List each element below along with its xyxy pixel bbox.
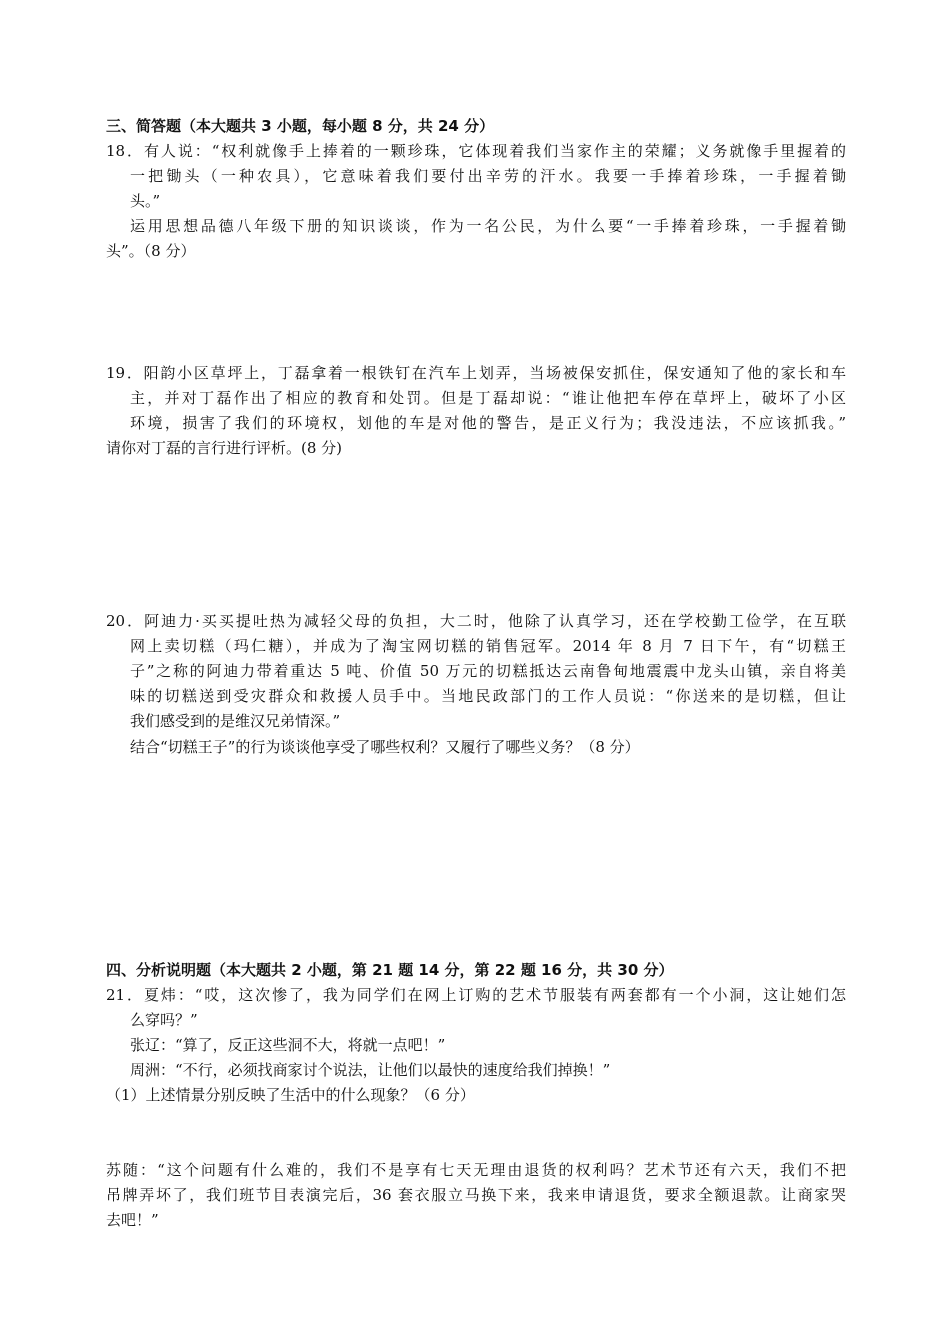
q18-line-4: 运用思想品德八年级下册的知识谈谈，作为一名公民，为什么要“一手捧着珍珠，一手握着锄 (130, 217, 846, 235)
q20-line-2: 网上卖切糕（玛仁糖），并成为了淘宝网切糕的销售冠军。2014 年 8 月 7 日下午，有“切糕王 (130, 637, 846, 655)
q18-line-2: 一把锄头（一种农具），它意味着我们要付出辛劳的汗水。我要一手捧着珍珠，一手握着锄 (130, 167, 846, 185)
q18-line-1: 18．有人说：“权利就像手上捧着的一颗珍珠，它体现着我们当家作主的荣耀；义务就像手里握着的 (106, 142, 846, 160)
q20-line-4: 味的切糕送到受灾群众和救援人员手中。当地民政部门的工作人员说：“你送来的是切糕，但让 (130, 687, 846, 705)
q21-line-1: 21．夏炜：“哎，这次惨了，我为同学们在网上订购的艺术节服装有两套都有一个小洞，这让她们怎 (106, 986, 846, 1004)
q21-line-3: 张辽：“算了，反正这些洞不大，将就一点吧！” (130, 1036, 446, 1054)
q21-subquestion-1: （1）上述情景分别反映了生活中的什么现象？（6 分） (106, 1086, 475, 1104)
q19-line-3: 环境，损害了我们的环境权，划他的车是对他的警告，是正义行为；我没违法，不应该抓我。” (130, 414, 846, 432)
section-3-heading: 三、简答题（本大题共 3 小题，每小题 8 分，共 24 分） (106, 117, 495, 135)
q21-line-2: 么穿吗？” (130, 1011, 198, 1029)
q20-line-6: 结合“切糕王子”的行为谈谈他享受了哪些权利？又履行了哪些义务？（8 分） (130, 738, 640, 756)
suisui-line-1: 苏随：“这个问题有什么难的，我们不是享有七天无理由退货的权利吗？艺术节还有六天，我们不把 (106, 1161, 846, 1179)
q18-line-5: 头”。（8 分） (106, 242, 196, 260)
q19-line-1: 19．阳韵小区草坪上，丁磊拿着一根铁钉在汽车上划弄，当场被保安抓住，保安通知了他的家长和车 (106, 364, 846, 382)
section-4-heading: 四、分析说明题（本大题共 2 小题，第 21 题 14 分，第 22 题 16 分，共 30 分） (106, 961, 674, 979)
q20-line-3: 子”之称的阿迪力带着重达 5 吨、价值 50 万元的切糕抵达云南鲁甸地震震中龙头山镇，亲自将美 (130, 662, 846, 680)
q20-line-1: 20．阿迪力·买买提吐热为减轻父母的负担，大二时，他除了认真学习，还在学校勤工俭学，在互联 (106, 612, 846, 630)
suisui-line-3: 去吧！” (106, 1211, 159, 1229)
q19-line-4: 请你对丁磊的言行进行评析。(8 分) (106, 439, 343, 457)
suisui-line-2: 吊牌弄坏了，我们班节目表演完后，36 套衣服立马换下来，我来申请退货，要求全额退款。让商家哭 (106, 1186, 846, 1204)
q21-line-4: 周洲：“不行，必须找商家讨个说法，让他们以最快的速度给我们掉换！” (130, 1061, 611, 1079)
q19-line-2: 主，并对丁磊作出了相应的教育和处罚。但是丁磊却说：“谁让他把车停在草坪上，破坏了小区 (130, 389, 846, 407)
q20-line-5: 我们感受到的是维汉兄弟情深。” (130, 712, 341, 730)
q18-line-3: 头。” (130, 192, 161, 210)
